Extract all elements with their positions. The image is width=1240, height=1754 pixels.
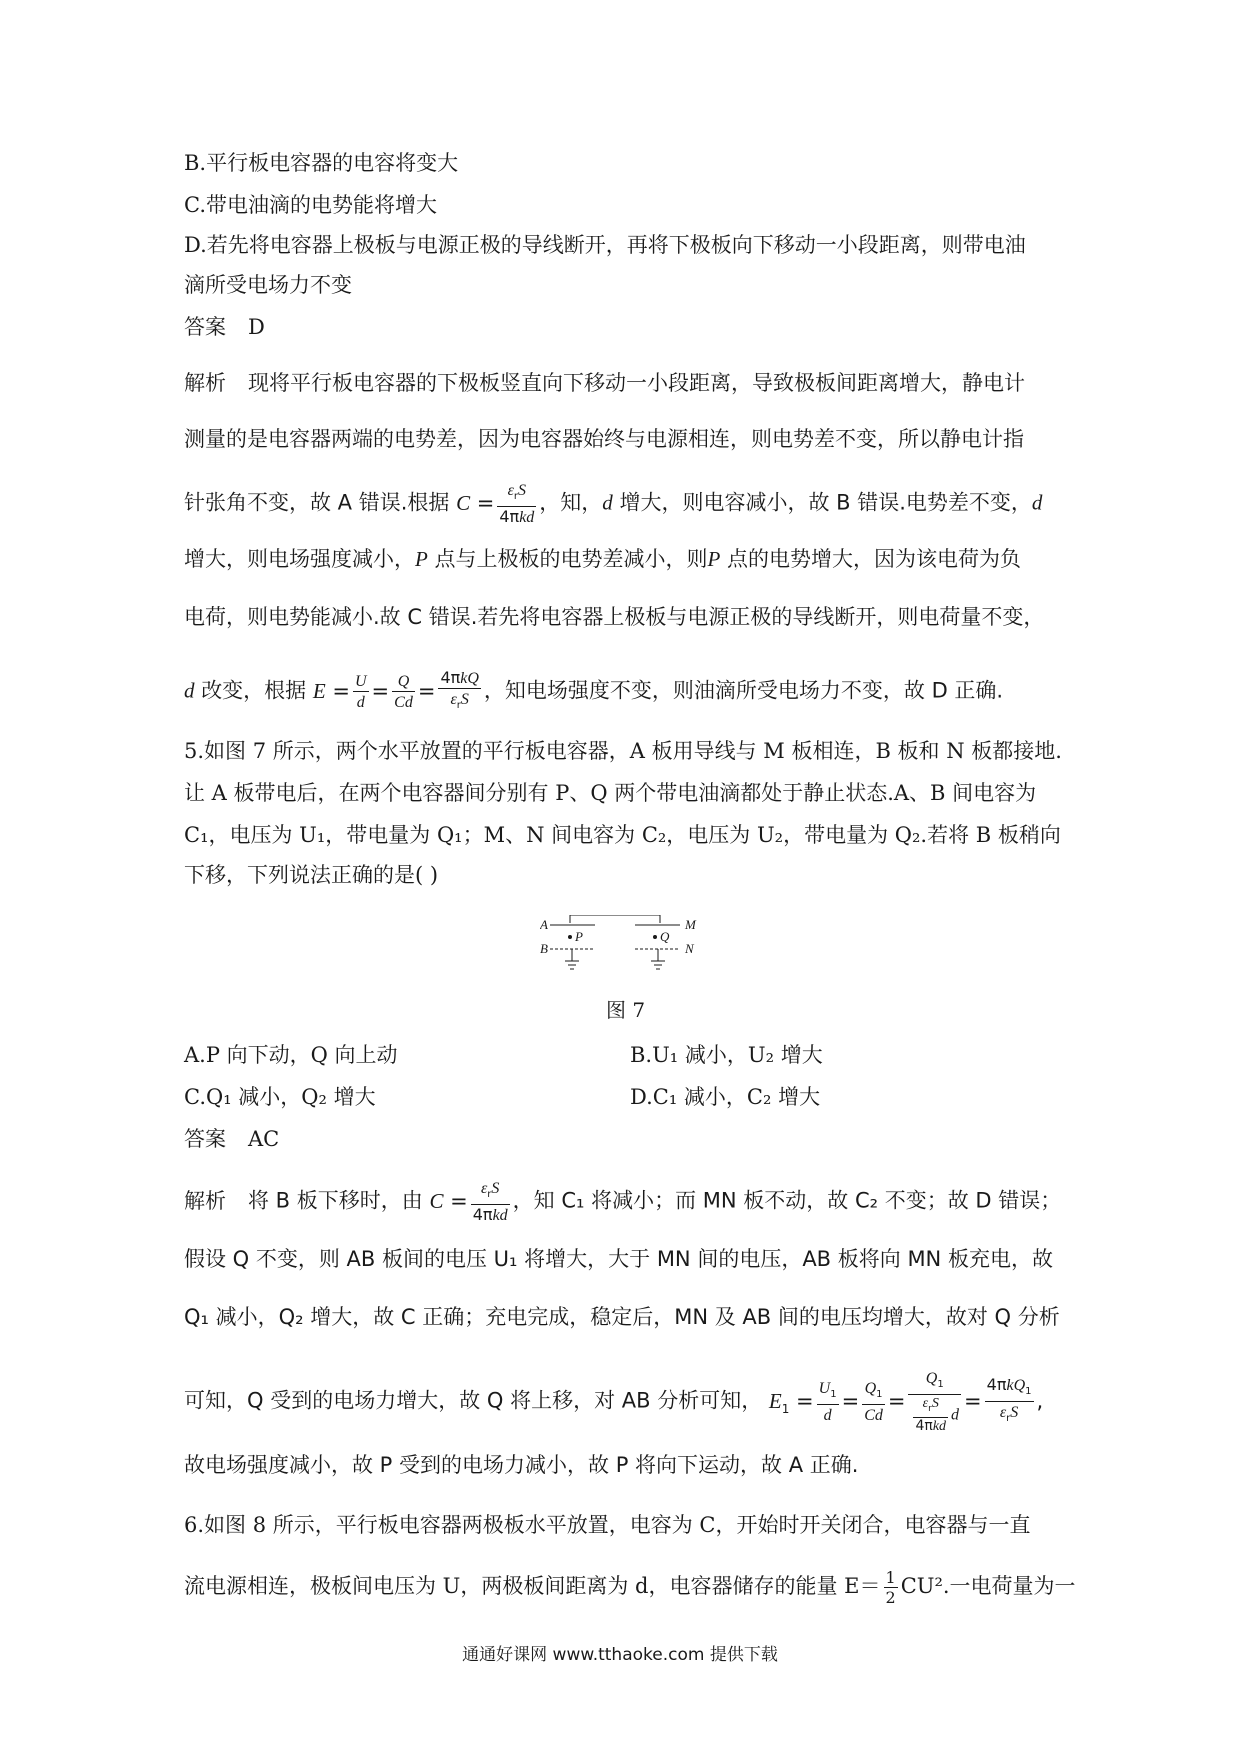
option-d-line2: 滴所受电场力不变 bbox=[184, 273, 352, 297]
analysis-text: ，知 C₁ 将减小；而 MN 板不动，故 C₂ 不变；故 D 错误； bbox=[512, 1188, 1062, 1213]
analysis-text: ，知电场强度不变，则油滴所受电场力不变，故 D 正确. bbox=[483, 678, 1004, 703]
field-e1-formula: $E_1$ = $\frac{U_1}{d}$ = $\frac{Q_1}{Cd}$ = $Q_1$ $\frac{\varepsilon_rS}{\text{4πkd}}$ d = $\frac{4\pi kQ_1}{\varepsilon_rS}$ , bbox=[768, 1370, 1044, 1434]
analysis-q4-line5: 电荷，则电势能减小.故 C 错误.若先将电容器上极板与电源正极的导线断开，则电荷量不变， bbox=[184, 605, 1045, 629]
figure-label-a: A bbox=[540, 917, 548, 932]
q5-option-d: D.C₁ 减小，C₂ 增大 bbox=[630, 1085, 821, 1109]
answer-value: D bbox=[248, 315, 265, 339]
analysis-q4-line6: d 改变，根据 E = $\frac{U}{d}$ = $\frac{Q}{Cd}$ = $\frac{\text{4πkQ}}{\varepsilon_rS}$ ，知电场强度不变，则油滴所受电场力不变，故 D 正确. bbox=[184, 668, 1004, 712]
footer: 通通好课网 www.tthaoke.com 提供下载 bbox=[462, 1645, 778, 1665]
capacitance-formula: C = $\frac{\varepsilon_rS}{\text{4πkd}}$ bbox=[456, 482, 535, 527]
analysis-q4-line3: 针张角不变，故 A 错误.根据 C = $\frac{\varepsilon_rS}{\text{4πkd}}$ ，知，d 增大，则电容减小，故 B 错误.电势差不变，d bbox=[184, 482, 1043, 527]
figure-label-p: P bbox=[575, 929, 583, 944]
figure-label-q: Q bbox=[660, 929, 670, 944]
half-fraction: $\frac{1}{2}$ bbox=[885, 1568, 896, 1607]
q6-line1: 6.如图 8 所示，平行板电容器两极板水平放置，电容为 C，开始时开关闭合，电容器与一直 bbox=[184, 1513, 1031, 1537]
option-b: B.平行板电容器的电容将变大 bbox=[184, 151, 459, 175]
analysis-q5-line2: 假设 Q 不变，则 AB 板间的电压 U₁ 将增大，大于 MN 间的电压，AB 板将向 MN 板充电，故 bbox=[184, 1247, 1053, 1271]
analysis-q4-line1 bbox=[184, 368, 1025, 398]
analysis-text: 现将平行板电容器的下极板竖直向下移动一小段距离，导致极板间距离增大，静电计 bbox=[248, 371, 1025, 395]
analysis-q4-line4: 增大，则电场强度减小，P 点与上极板的电势差减小，则P 点的电势增大，因为该电荷为负 bbox=[184, 547, 1022, 571]
analysis-text: 点与上极板的电势差减小，则 bbox=[434, 547, 708, 571]
analysis-text: 针张角不变，故 A 错误.根据 bbox=[184, 490, 450, 515]
analysis-label: 解析 bbox=[184, 1188, 226, 1213]
analysis-text: 可知，Q 受到的电场力增大，故 Q 将上移，对 AB 分析可知， bbox=[184, 1388, 763, 1413]
field-formula: E = $\frac{U}{d}$ = $\frac{Q}{Cd}$ = $\frac{\text{4πkQ}}{\varepsilon_rS}$ bbox=[312, 668, 479, 712]
answer-q4 bbox=[184, 312, 265, 342]
figure-caption: 图 7 bbox=[606, 998, 646, 1022]
answer-q5 bbox=[184, 1124, 279, 1154]
q5-option-b: B.U₁ 减小，U₂ 增大 bbox=[630, 1043, 823, 1067]
figure-label-n: N bbox=[685, 941, 694, 956]
analysis-q5-line4 bbox=[184, 1368, 1043, 1435]
q6-line2 bbox=[184, 1568, 1076, 1607]
figure-label-m: M bbox=[685, 917, 696, 932]
answer-label: 答案 bbox=[184, 315, 226, 339]
analysis-text: 点的电势增大，因为该电荷为负 bbox=[727, 547, 1022, 571]
analysis-q5-line3: Q₁ 减小，Q₂ 增大，故 C 正确；充电完成，稳定后，MN 及 AB 间的电压均增大，故对 Q 分析 bbox=[184, 1305, 1060, 1329]
q5-line2: 让 A 板带电后，在两个电容器间分别有 P、Q 两个带电油滴都处于静止状态.A、B 间电容为 bbox=[184, 781, 1037, 805]
capacitor-figure bbox=[540, 915, 720, 975]
option-d-line1: D.若先将电容器上极板与电源正极的导线断开，再将下极板向下移动一小段距离，则带电油 bbox=[184, 233, 1026, 257]
analysis-text: ，知， bbox=[539, 490, 603, 515]
analysis-q5-line1 bbox=[184, 1178, 1061, 1225]
analysis-text: 增大，则电容减小，故 B 错误.电势差不变， bbox=[619, 490, 1032, 515]
analysis-label: 解析 bbox=[184, 371, 226, 395]
q5-line3: C₁，电压为 U₁，带电量为 Q₁；M、N 间电容为 C₂，电压为 U₂，带电量为 Q₂.若将 B 板稍向 bbox=[184, 823, 1061, 847]
q5-option-a: A.P 向下动，Q 向上动 bbox=[184, 1043, 398, 1067]
analysis-text: 增大，则电场强度减小， bbox=[184, 547, 415, 571]
q6-text: 流电源相连，极板间电压为 U，两极板间距离为 d，电容器储存的能量 E＝ bbox=[184, 1574, 881, 1598]
answer-value: AC bbox=[248, 1127, 280, 1151]
option-c: C.带电油滴的电势能将增大 bbox=[184, 193, 437, 217]
analysis-text: 改变，根据 bbox=[201, 678, 307, 703]
analysis-text: 将 B 板下移时，由 bbox=[248, 1188, 423, 1213]
q5-line1: 5.如图 7 所示，两个水平放置的平行板电容器，A 板用导线与 M 板相连，B 板和 N 板都接地. bbox=[184, 739, 1062, 763]
q6-text: CU².一电荷量为一 bbox=[900, 1574, 1076, 1598]
q5-line4: 下移，下列说法正确的是( ) bbox=[184, 863, 439, 887]
figure-label-b: B bbox=[540, 941, 548, 956]
q5-option-c: C.Q₁ 减小，Q₂ 增大 bbox=[184, 1085, 376, 1109]
answer-label: 答案 bbox=[184, 1127, 226, 1151]
capacitance-formula: C = $\frac{\varepsilon_rS}{\text{4πkd}}$ bbox=[429, 1180, 508, 1225]
analysis-q5-line5: 故电场强度减小，故 P 受到的电场力减小，故 P 将向下运动，故 A 正确. bbox=[184, 1453, 859, 1477]
analysis-q4-line2: 测量的是电容器两端的电势差，因为电容器始终与电源相连，则电势差不变，所以静电计指 bbox=[184, 427, 1024, 451]
